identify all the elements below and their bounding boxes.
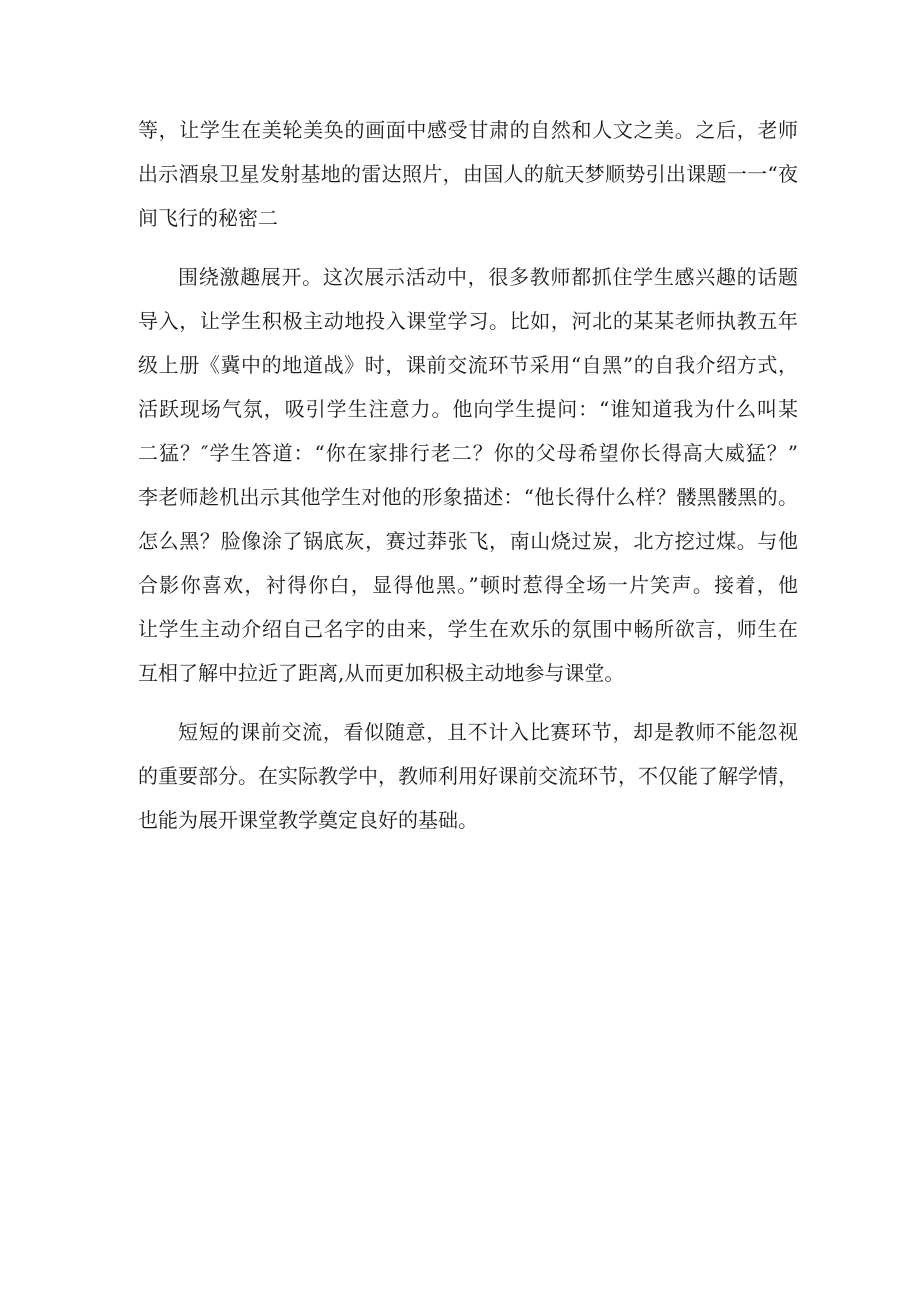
- text-line: 围绕激趣展开。这次展示活动中，很多教师都抓住学生感兴趣的话题: [178, 265, 798, 289]
- text-line: 活跃现场气氛，吸引学生注意力。他向学生提问：“谁知道我为什么叫某: [138, 397, 798, 421]
- paragraph-2: [138, 255, 798, 695]
- paragraph-1: [138, 108, 798, 240]
- document-body: [138, 108, 798, 842]
- text-line: 间飞行的秘密二: [138, 206, 278, 230]
- text-line: 出示酒泉卫星发射基地的雷达照片，由国人的航天梦顺势引出课题一一“夜: [138, 162, 798, 186]
- paragraph-spacer: [138, 695, 798, 710]
- text-line: 怎么黑？脸像涂了锅底灰，赛过莽张飞，南山烧过炭，北方挖过煤。与他: [138, 529, 798, 553]
- text-line: 李老师趁机出示其他学生对他的形象描述：“他长得什么样？髅黑髅黑的。: [138, 485, 798, 509]
- text-line: 级上册《冀中的地道战》时，课前交流环节采用“自黑”的自我介绍方式，: [138, 353, 798, 377]
- text-line: 二猛？″学生答道：“你在家排行老二？你的父母希望你长得高大威猛？”: [138, 441, 798, 465]
- paragraph-spacer: [138, 240, 798, 255]
- paragraph-3: [138, 710, 798, 842]
- text-line: 短短的课前交流，看似随意，且不计入比赛环节，却是教师不能忽视: [178, 720, 798, 744]
- text-line: 导入，让学生积极主动地投入课堂学习。比如，河北的某某老师执教五年: [138, 309, 798, 333]
- text-line: 让学生主动介绍自己名字的由来，学生在欢乐的氛围中畅所欲言，师生在: [138, 617, 798, 641]
- text-line: 合影你喜欢，衬得你白，显得他黑。”顿时惹得全场一片笑声。接着，他: [138, 573, 798, 597]
- text-line: 的重要部分。在实际教学中，教师利用好课前交流环节，不仅能了解学情，: [138, 764, 798, 788]
- text-line: 等，让学生在美轮美奂的画面中感受甘肃的自然和人文之美。之后，老师: [138, 118, 798, 142]
- text-line: 互相了解中拉近了距离,从而更加积极主动地参与课堂。: [138, 661, 625, 685]
- text-line: 也能为展开课堂教学奠定良好的基础。: [138, 808, 478, 832]
